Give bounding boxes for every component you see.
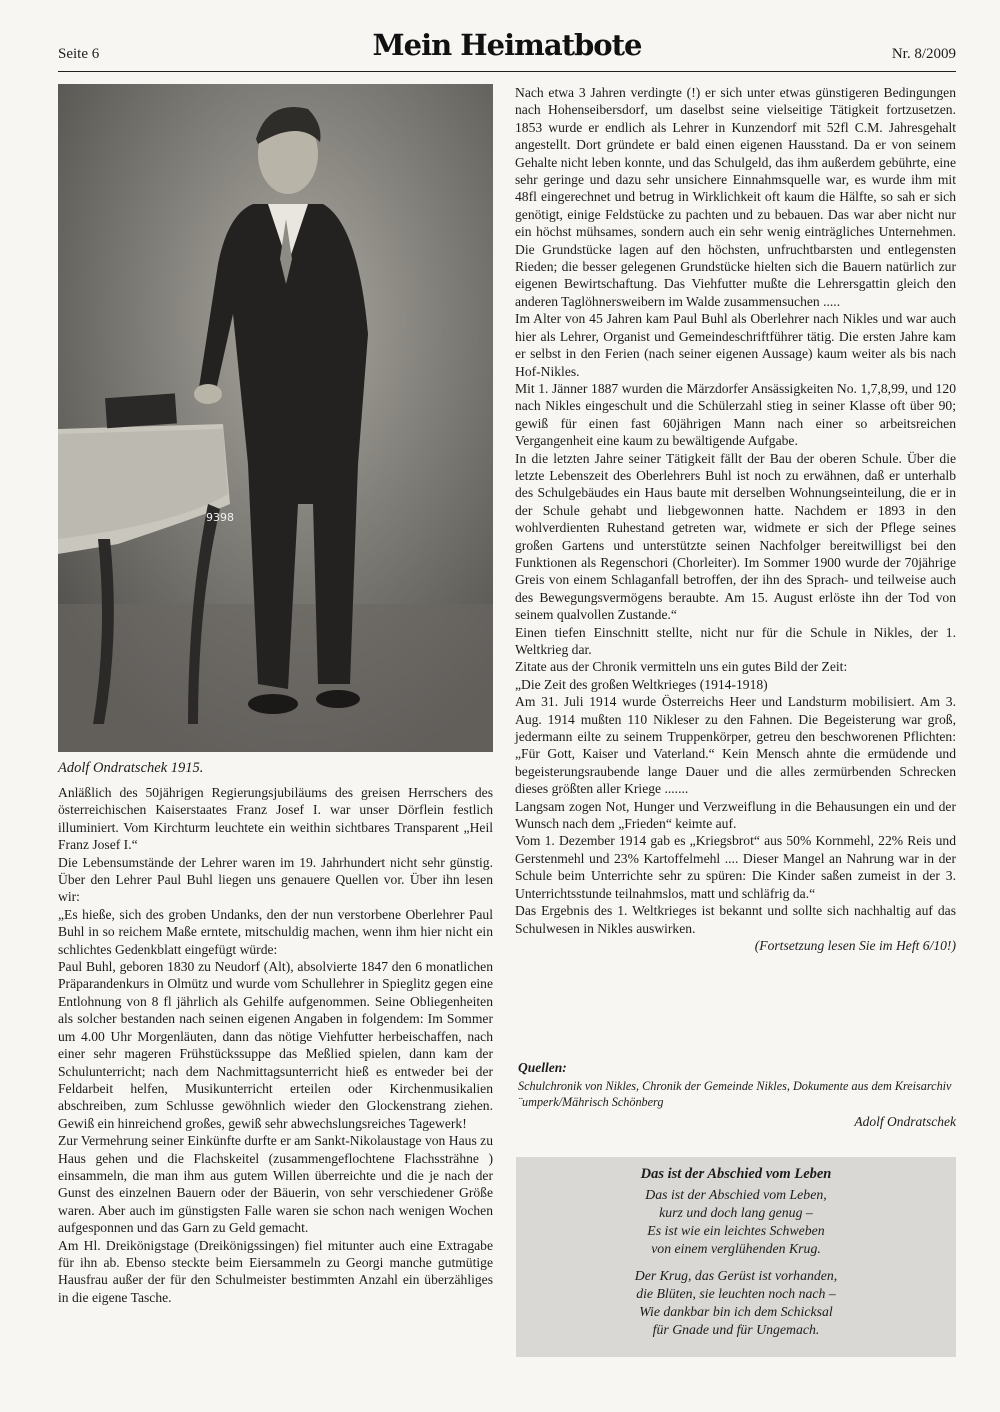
continuation-note: (Fortsetzung lesen Sie im Heft 6/10!) (754, 937, 956, 953)
sources-section (518, 1060, 956, 1130)
author-signature: Adolf Ondratschek (854, 1114, 956, 1129)
poem-line: die Blüten, sie leuchten noch nach – (636, 1286, 836, 1301)
page-number: Seite 6 (58, 46, 100, 62)
paragraph: Das Ergebnis des 1. Weltkrieges ist bekannt und sollte sich nachhaltig auf das Schulwesen in Nikles auswirken. (515, 903, 956, 936)
sources-title: Quellen: (518, 1060, 567, 1075)
paragraph: Vom 1. Dezember 1914 gab es „Kriegsbrot“ aus 50% Kornmehl, 22% Reis und Gerstenmehl und 23% Kartoffelmehl .... Dieser Mangel an Nahrung war in der Schule beim Unterrichte sehr zu spüren: Die Kinder saßen zumeist in der 3. Unterrichtsstunde teilnahmslos, matt und schläfrig da.“ (515, 833, 956, 901)
page-header (58, 24, 956, 72)
paragraph: Anläßlich des 50jährigen Regierungsjubiläums des greisen Herrschers des österreichischen Kaiserstaates Franz Josef I. war unser Dörflein festlich illuminiert. Vom Kirchturm leuchtete ein weithin sichtbares Transparent „Heil Franz Josef I.“ (58, 785, 493, 853)
paragraph: Zur Vermehrung seiner Einkünfte durfte er am Sankt-Nikolaustage von Haus zu Haus gehen und die Flachskeitel (zusammengeflochtene Flachssträhne ) einsammeln, die man ihm aus gutem Willen überreichte und die je nach der Gunst des einzelnen Bauern oder der Bäuerin, von sehr verschiedener Größe waren. Aber auch im günstigsten Falle waren sie schon nach wenigen Wochen aufgesponnen und das Garn zu Geld gemacht. (58, 1133, 493, 1236)
sources-body: Schulchronik von Nikles, Chronik der Gemeinde Nikles, Dokumente aus dem Kreisarchiv ¨umperk/Mährisch Schönberg (518, 1079, 952, 1109)
poem-line: Der Krug, das Gerüst ist vorhanden, (634, 1268, 838, 1283)
portrait-illustration (58, 84, 493, 752)
paragraph: Zitate aus der Chronik vermitteln uns ein gutes Bild der Zeit: (515, 659, 848, 675)
paragraph: Im Alter von 45 Jahren kam Paul Buhl als Oberlehrer nach Nikles und war auch hier als Lehrer, Organist und Gemeindeschriftführer tätig. Die ersten Jahre kam er selbst in den Ferien (nach seiner eigenen Aussage) kaum weiter als bis nach Hof-Nikles. (515, 311, 956, 379)
left-column (58, 784, 493, 1306)
poem-line: Wie dankbar bin ich dem Schicksal (639, 1304, 833, 1319)
paragraph: In die letzten Jahre seiner Tätigkeit fällt der Bau der oberen Schule. Über die letzte Lebenszeit des Oberlehrers Buhl ist noch zu erwähnen, daß er unterhalb des Schulgebäudes ein Haus baute mit derselben Wohnungseinteilung, die er in der Schule gehabt und liebgewonnen hatte. Nachdem er 1893 in den wohlverdienten Ruhestand getreten war, widmete er sich der Pflege seines großen Gartens und unterstützte seinen Nachfolger bereitwilligst bei den Funktionen als Regenschori (Chorleiter). Im Sommer 1900 wurde der 70jährige Greis von einem Schlaganfall betroffen, der ihn des Sprach- und teilweise auch des Bewegungsvermögens beraubte. Am 15. August erlöste ihn der Tod von seinem qualvollen Zustande.“ (515, 450, 956, 623)
poem-box (516, 1157, 956, 1357)
paragraph: Am Hl. Dreikönigstage (Dreikönigssingen) fiel mitunter auch eine Extragabe für ihn ab. Ebenso steckte beim Eiersammeln zu Georgi manche gutmütige Hausfrau außer der für den Schulmeister bestimmten Anzahl ein überzähliges in die eigene Tasche. (58, 1237, 493, 1305)
poem-line: Das ist der Abschied vom Leben, (645, 1187, 827, 1202)
book (105, 393, 177, 428)
paragraph: „Es hieße, sich des groben Undanks, den der nun verstorbene Oberlehrer Paul Buhl in so reichem Maße erntete, mitschuldig machen, wenn ihm hier nicht ein schlichtes Gedenkblatt eingefügt würde: (58, 906, 493, 957)
poem-stanza (516, 1186, 956, 1258)
poem-line: Es ist wie ein leichtes Schweben (647, 1223, 825, 1238)
paragraph: Paul Buhl, geboren 1830 zu Neudorf (Alt), absolvierte 1847 den 6 monatlichen Präparandenkurs in Olmütz und wurde vom Schullehrer in Spieglitz gegen eine Entlohnung von 8 fl jährlich als Gehilfe aufgenommen. Seine Obliegenheiten als solcher bestanden nach seinen eigenen Angaben in folgendem: Im Sommer um 4.00 Uhr Morgenläuten, dann das nötige Viehfutter herbeischaffen, nach einer sehr mageren Frühstückssuppe das Meßlied spielen, dann kam der Schulunterricht; nach dem Nachmittagsunterricht hieß es entweder bei der Feldarbeit helfen, Musikunterricht erteilen oder Kirchenmusikalien abschreiben, zum Schlusse gewöhnlich wieder den Glockenstrang ziehen. Gewiß ein hinreichend großes, gewiß sehr abwechslungsreiches Tagewerk! (58, 959, 493, 1131)
poem-line: für Gnade und für Ungemach. (652, 1322, 820, 1337)
right-column (515, 84, 956, 954)
poem-title: Das ist der Abschied vom Leben (640, 1166, 832, 1182)
masthead-title: Mein Heimatbote (372, 28, 642, 62)
issue-number: Nr. 8/2009 (891, 46, 956, 62)
paragraph: Nach etwa 3 Jahren verdingte (!) er sich unter etwas günstigeren Bedingungen nach Hohenseibersdorf, um daselbst seine vielseitige Tätigkeit fortzusetzen. 1853 wurde er endlich als Lehrer in Kunzendorf mit 52fl C.M. Jahresgehalt angestellt. Dort gründete er bald einen eigenen Hausstand. Da er von seinem Gehalte nicht leben konnte, und das Schulgeld, das ihm außerdem gebührte, eine sehr geringe und dazu sehr unsichere Einnahmsquelle war, es wurde ihm mit 48fl eingerechnet und betrug in Wirklichkeit oft kaum die Hälfte, so sah er sich genötigt, einige Feldstücke zu pachten und zu bebauen. Das war aber nicht nur ein höchst mühsames, sondern auch ein sehr wenig einträgliches Unternehmen. Die Grundstücke lagen auf den höchsten, unfruchtbarsten und entlegensten Rieden; die besser gelegenen Grundstücke hielten sich die Bauern natürlich zur eigenen Bewirtschaftung. Das Viehfutter mußte die Lehrersgattin gleich den anderen Taglöhnersweibern im Walde zusammensuchen ..... (515, 85, 956, 309)
paragraph: Die Lebensumstände der Lehrer waren im 19. Jahrhundert nicht sehr günstig. Über den Lehrer Paul Buhl liegen uns genauere Quellen vor. Über ihn lesen wir: (58, 854, 493, 905)
paragraph: Am 31. Juli 1914 wurde Österreichs Heer und Landsturm mobilisiert. Am 3. Aug. 1914 mußten 110 Nikleser zu den Fahnen. Die Begeisterung war groß, jedermann eilte zu seinem Truppenkörper, getreu den beschworenen Pflichten: „Für Gott, Kaiser und Vaterland.“ Kein Mensch ahnte die ermüdende und begeisterungsraubende lange Dauer und die alles zermürbenden Schrecken dieses größten aller Kriege ....... (515, 694, 956, 797)
paragraph: Mit 1. Jänner 1887 wurden die Märzdorfer Ansässigkeiten No. 1,7,8,99, und 120 nach Nikles eingeschult und die Schülerzahl stieg in seiner Klasse oft über 90; gewiß für einen fast 60jährigen Mann nach einer so arbeitsreichen Vergangenheit eine kaum zu bewältigende Aufgabe. (515, 380, 956, 449)
paragraph: „Die Zeit des großen Weltkrieges (1914-1918) (515, 676, 768, 692)
paragraph: Einen tiefen Einschnitt stellte, nicht nur für die Schule in Nikles, der 1. Weltkrieg dar. (515, 624, 956, 657)
poem-line: von einem verglühenden Krug. (651, 1241, 821, 1256)
poem-line: kurz und doch lang genug – (659, 1205, 813, 1220)
photo-caption: Adolf Ondratschek 1915. (58, 760, 204, 776)
poem-stanza (516, 1267, 956, 1339)
photo-number: 9398 (206, 511, 234, 524)
paragraph: Langsam zogen Not, Hunger und Verzweiflung in die Behausungen ein und der Wunsch nach dem „Frieden“ keimte auf. (515, 798, 956, 832)
portrait-photo (58, 84, 493, 752)
